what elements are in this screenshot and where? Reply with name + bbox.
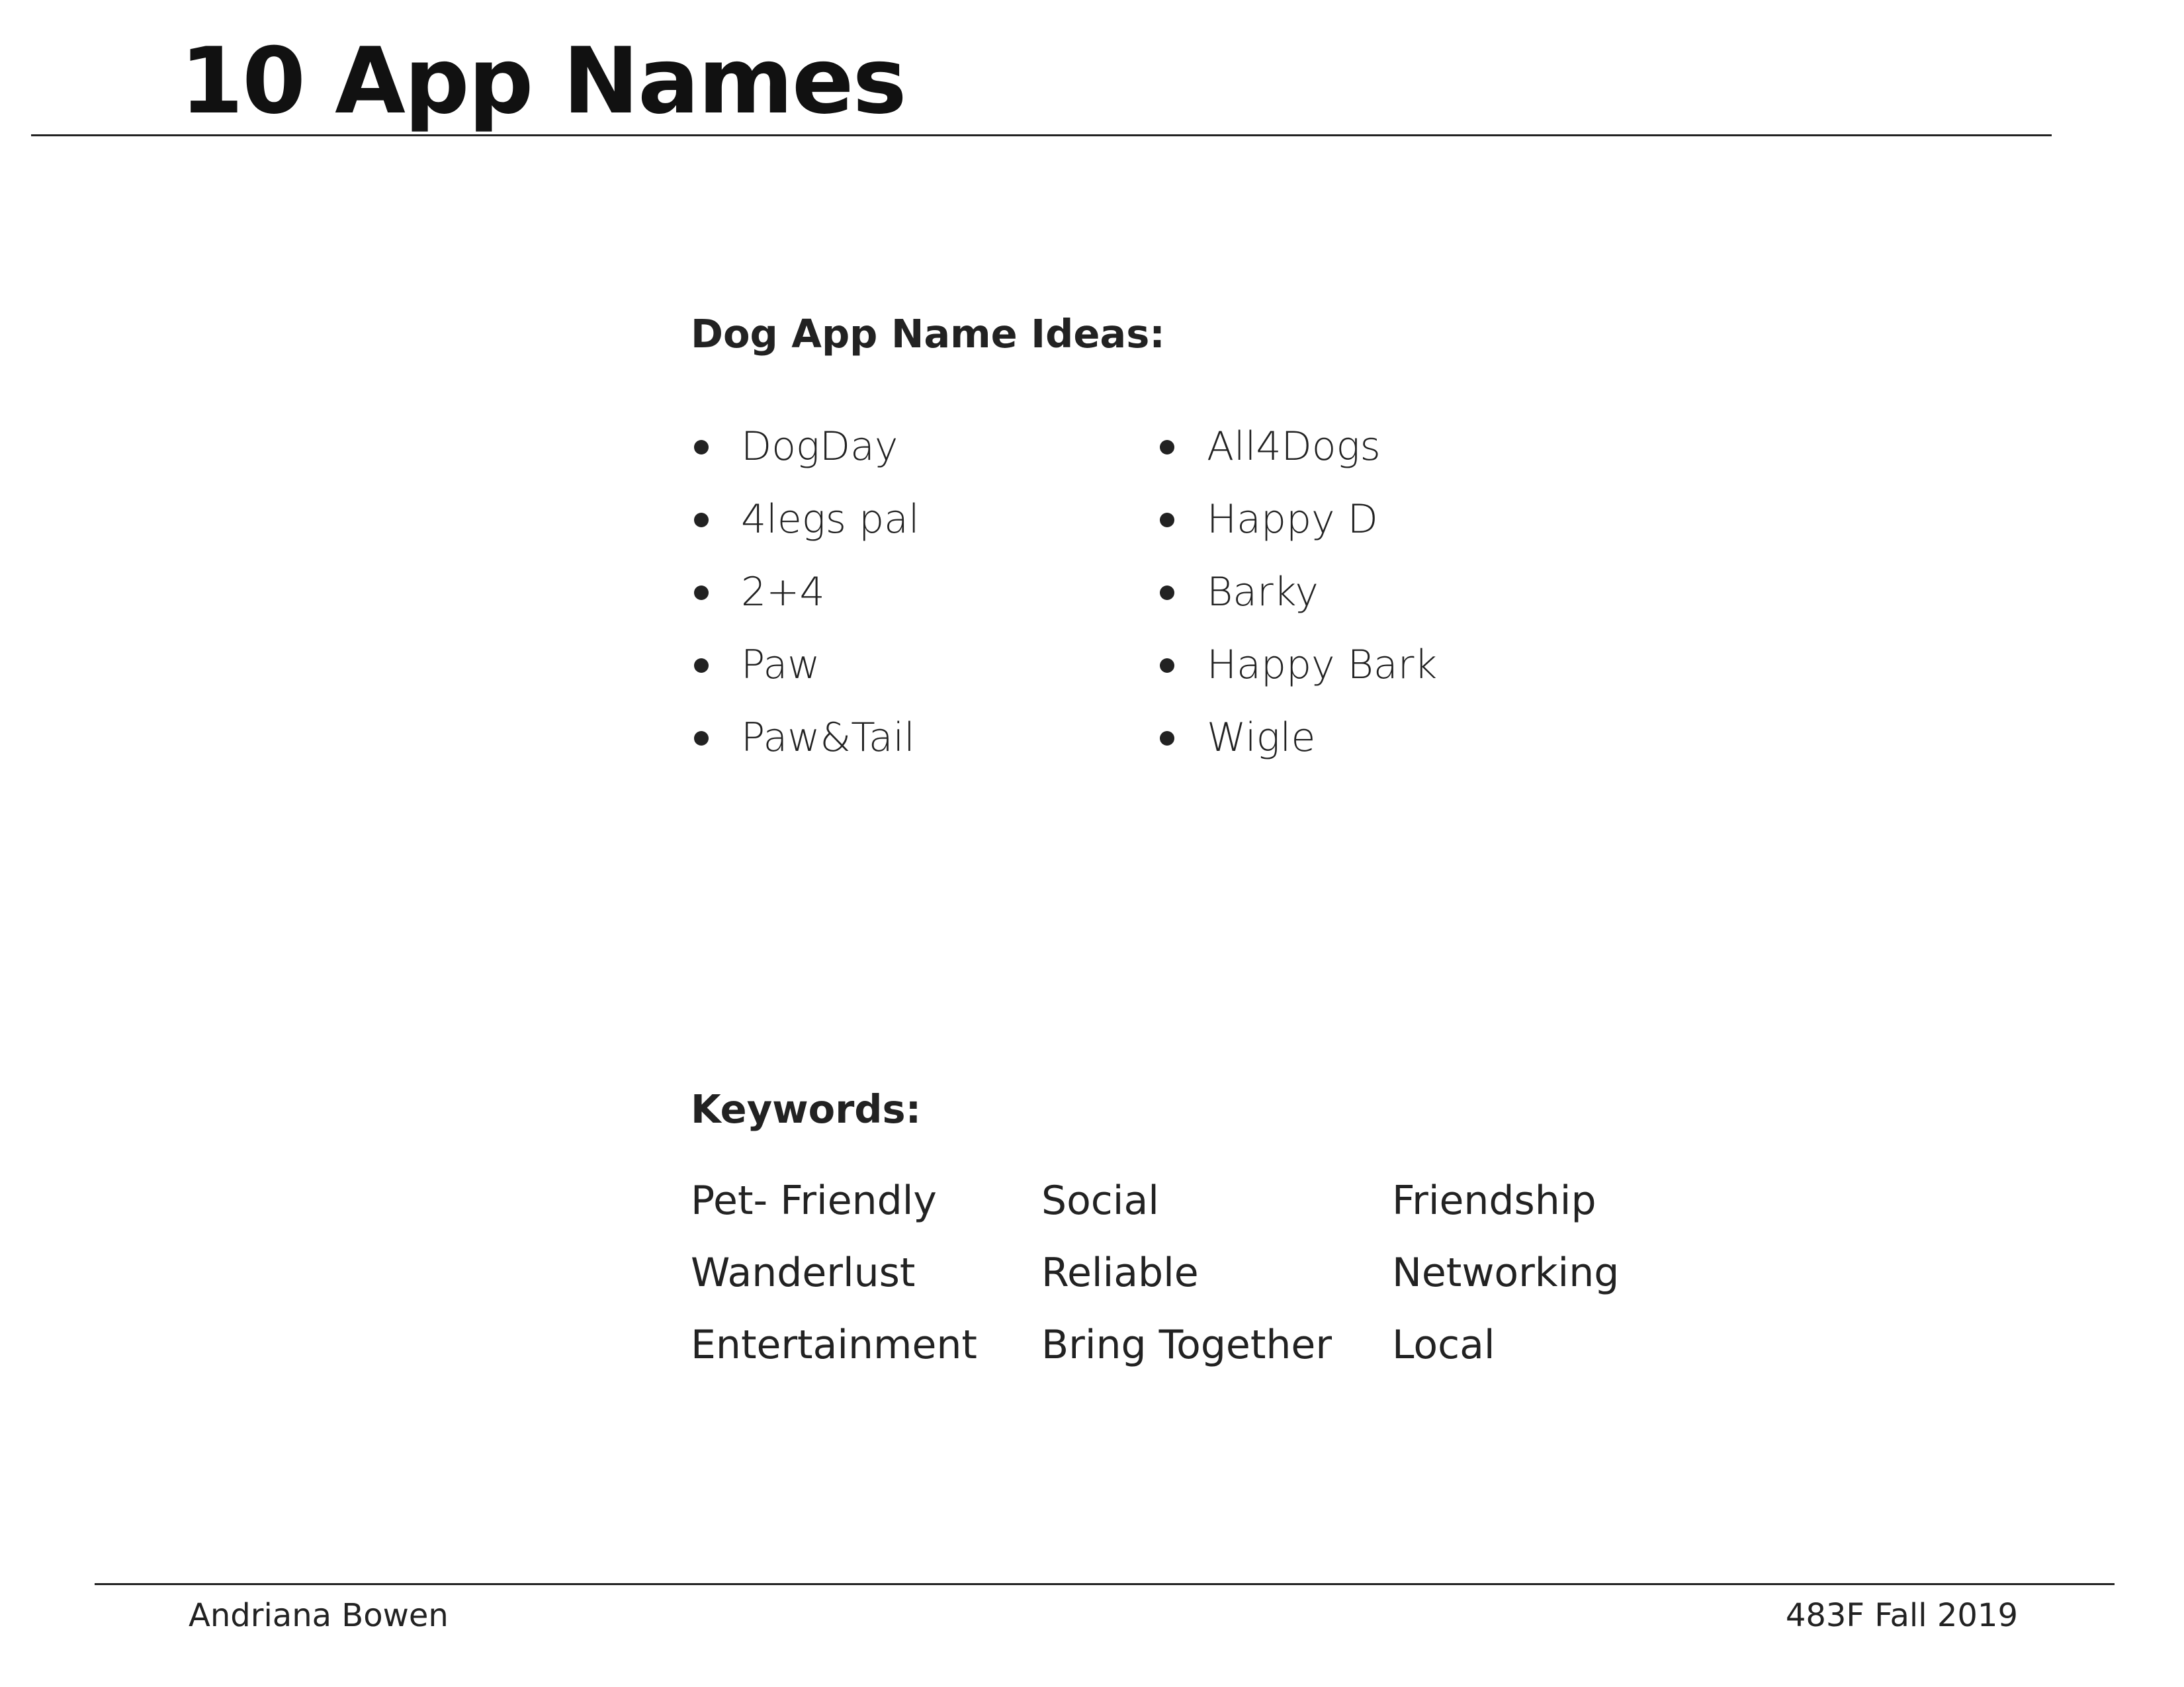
app-name: DogDay: [741, 423, 898, 470]
app-name: Paw&Tail: [741, 714, 915, 761]
app-name: 4legs pal: [741, 496, 920, 542]
keywords-heading: Keywords:: [691, 1086, 922, 1132]
bullet-icon: [1160, 513, 1174, 527]
title-divider: [31, 134, 2052, 136]
app-name: 2+4: [741, 569, 825, 615]
keyword: Social: [1041, 1178, 1159, 1224]
keyword: Wanderlust: [691, 1250, 916, 1296]
app-name: All4Dogs: [1207, 423, 1381, 470]
bullet-icon: [694, 731, 709, 746]
keyword: Pet- Friendly: [691, 1178, 937, 1224]
keyword: Bring Together: [1041, 1322, 1332, 1368]
app-name: Paw: [741, 642, 820, 688]
bullet-icon: [1160, 658, 1174, 673]
footer-course: 483F Fall 2019: [1785, 1597, 2018, 1634]
footer-divider: [95, 1583, 2115, 1585]
keyword: Reliable: [1041, 1250, 1199, 1296]
keyword: Local: [1392, 1322, 1495, 1368]
app-name: Barky: [1207, 569, 1319, 615]
bullet-icon: [694, 440, 709, 454]
bullet-icon: [694, 585, 709, 600]
bullet-icon: [1160, 440, 1174, 454]
page-title: 10 App Names: [180, 28, 906, 134]
app-name: Happy Bark: [1207, 642, 1438, 688]
keyword: Networking: [1392, 1250, 1620, 1296]
bullet-icon: [694, 658, 709, 673]
app-name: Wigle: [1207, 714, 1316, 761]
keyword: Friendship: [1392, 1178, 1596, 1224]
keywords-grid: [691, 1178, 1657, 1394]
ideas-heading: Dog App Name Ideas:: [691, 311, 1165, 357]
footer-author: Andriana Bowen: [189, 1597, 449, 1634]
keyword: Entertainment: [691, 1322, 977, 1368]
bullet-icon: [694, 513, 709, 527]
bullet-icon: [1160, 585, 1174, 600]
app-name: Happy D: [1207, 496, 1378, 542]
bullet-icon: [1160, 731, 1174, 746]
